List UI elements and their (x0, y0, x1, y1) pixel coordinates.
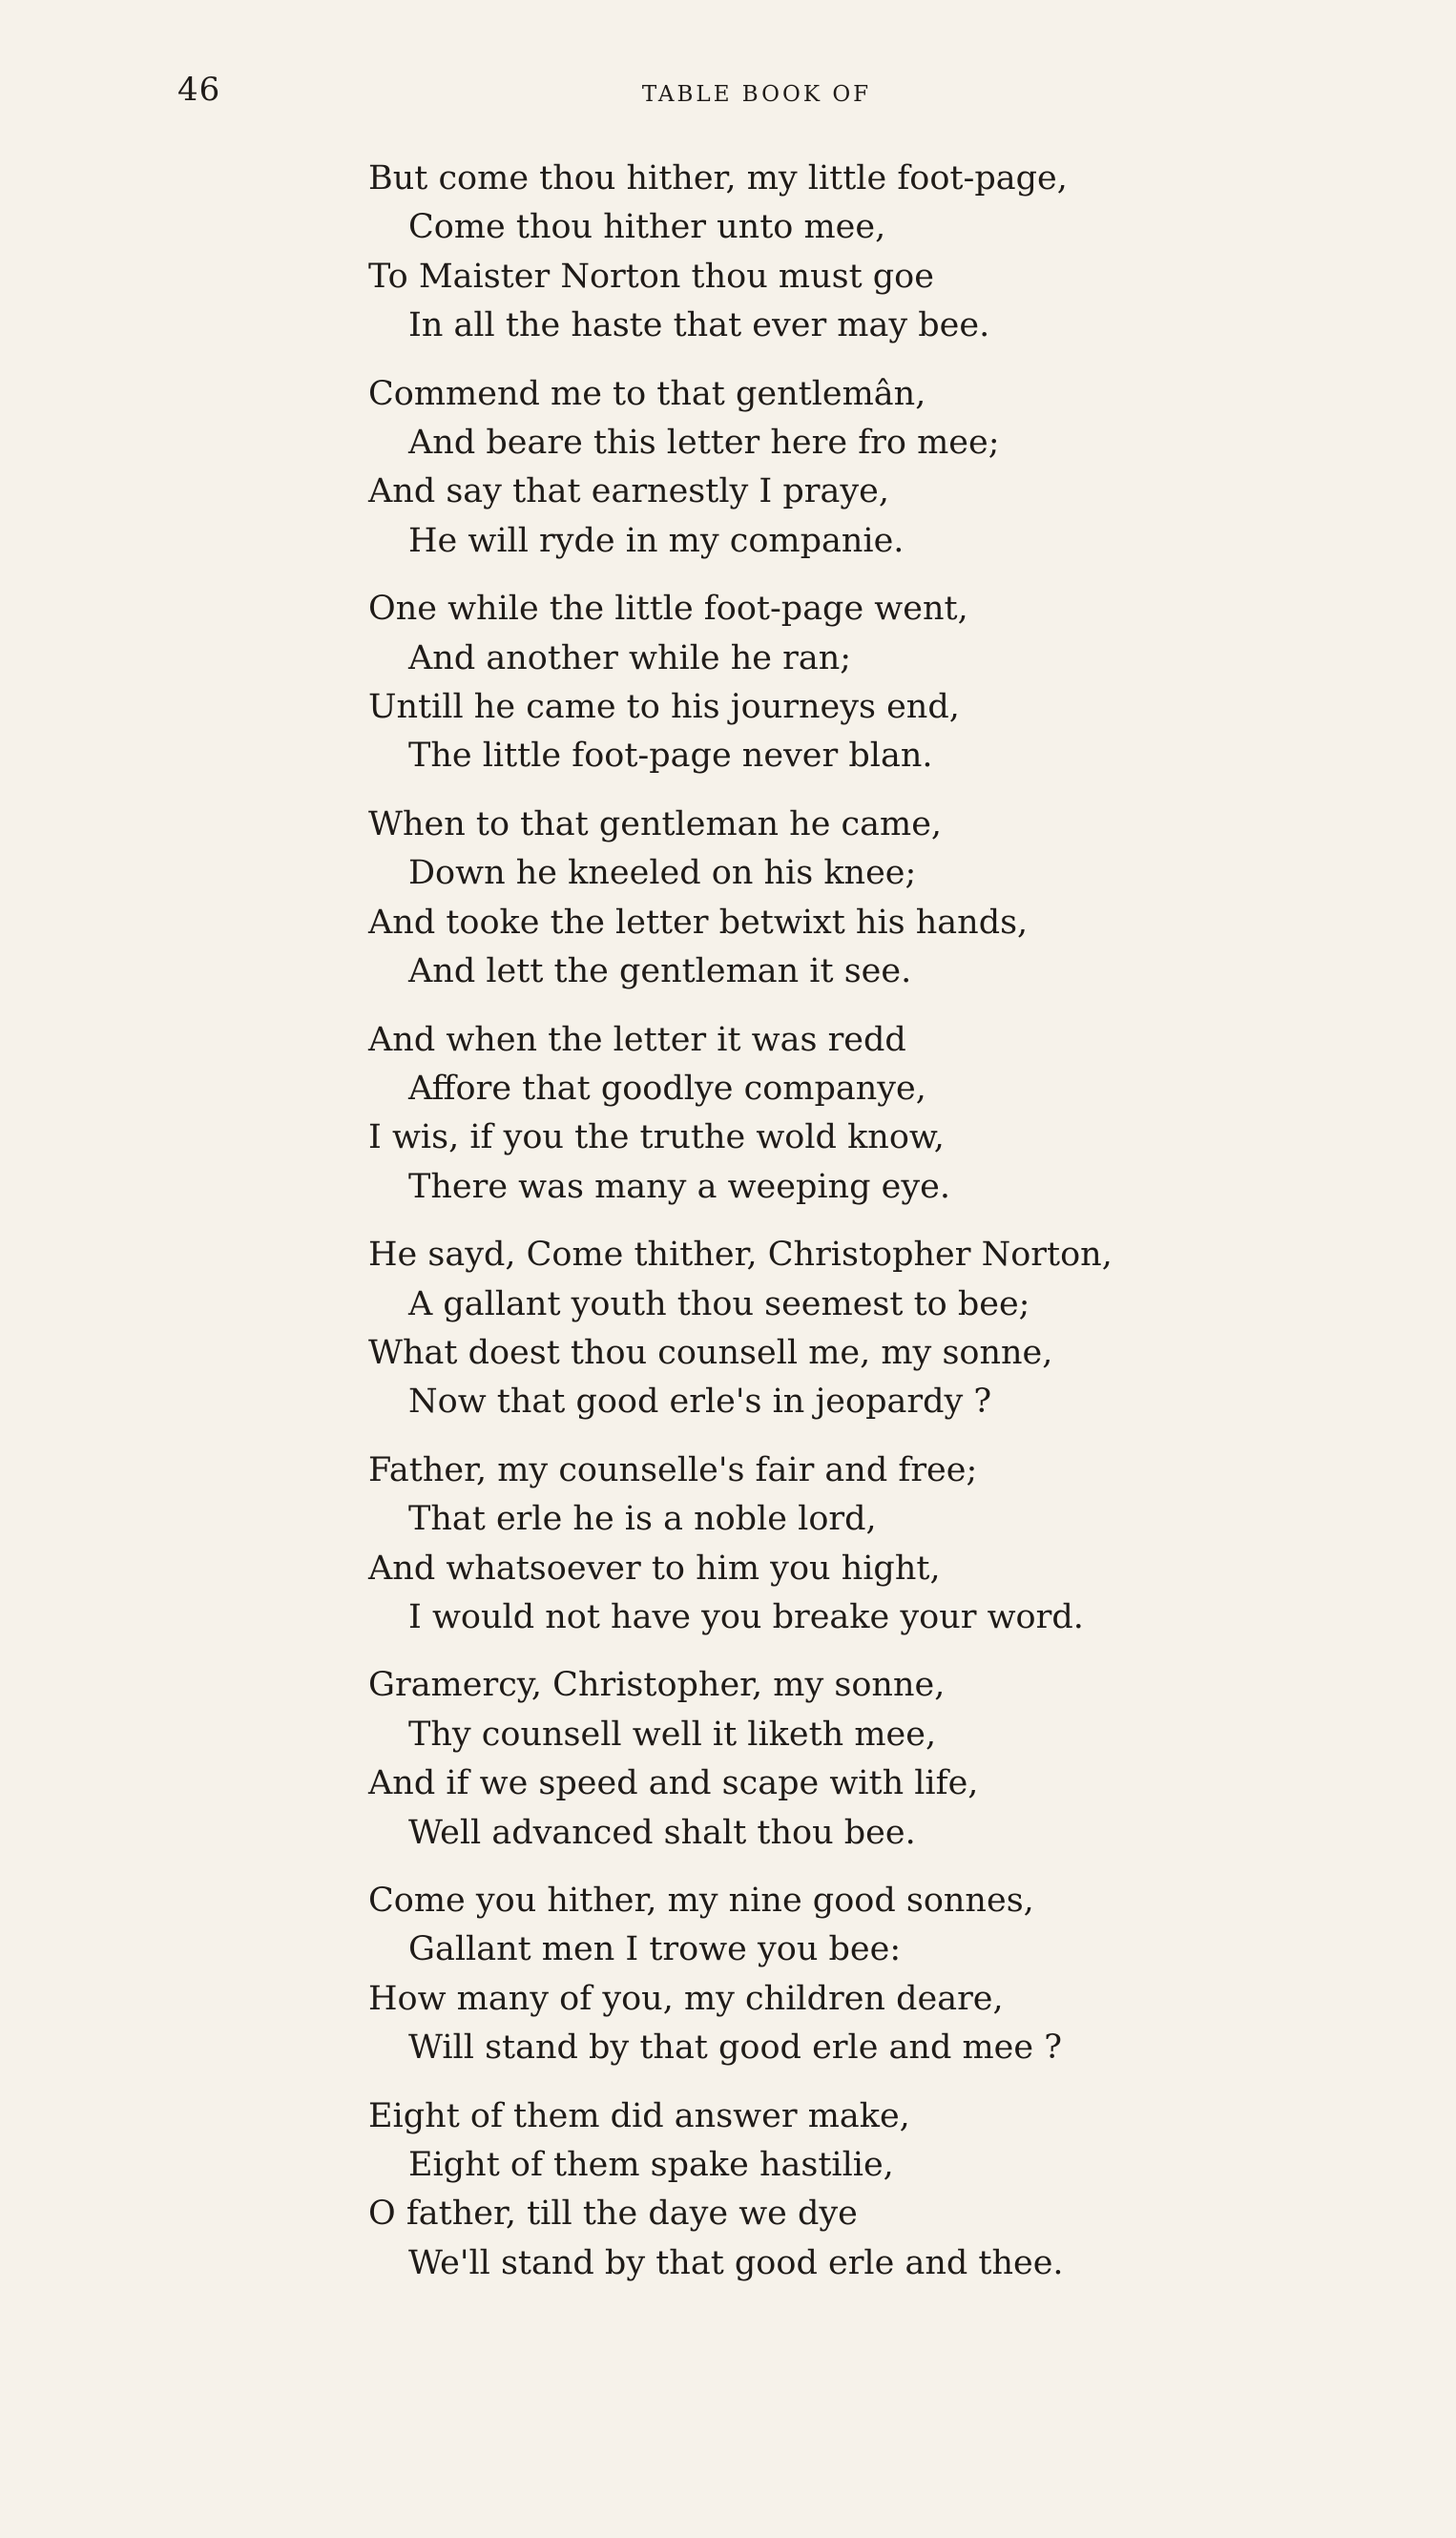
poem-line: Gallant men I trowe you bee: (408, 1930, 902, 1969)
poem-line: Now that good erle's in jeopardy ? (408, 1383, 992, 1422)
poem-line: And another while he ran; (408, 638, 852, 677)
poem-line: He will ryde in my companie. (408, 521, 905, 560)
stanza (368, 585, 1399, 781)
poem-line: Untill he came to his journeys end, (368, 688, 960, 727)
poem-line: Affore that goodlye companye, (408, 1069, 926, 1108)
running-head: TABLE BOOK OF (641, 82, 872, 107)
poem-line: And whatsoever to him you hight, (368, 1549, 941, 1588)
poem-line: Come you hither, my nine good sonnes, (368, 1882, 1034, 1920)
page-number: 46 (177, 71, 221, 109)
poem-line: Come thou hither unto mee, (408, 208, 886, 247)
stanza (368, 801, 1399, 997)
poem-line: Eight of them spake hastilie, (408, 2146, 894, 2185)
stanza (368, 1661, 1399, 1858)
poem (368, 155, 1399, 2307)
poem-line: Father, my counselle's fair and free; (368, 1450, 978, 1489)
poem-line: There was many a weeping eye. (408, 1167, 950, 1206)
poem-line: How many of you, my children deare, (368, 1979, 1004, 2018)
poem-line: What doest thou counsell me, my sonne, (368, 1333, 1053, 1372)
stanza (368, 155, 1399, 351)
poem-line: And if we speed and scape with life, (368, 1764, 979, 1803)
poem-line: He sayd, Come thither, Christopher Norton, (368, 1236, 1113, 1275)
poem-line: But come thou hither, my little foot-page, (368, 159, 1068, 198)
poem-line: In all the haste that ever may bee. (408, 306, 990, 345)
poem-line: Will stand by that good erle and mee ? (408, 2028, 1062, 2068)
poem-line: Gramercy, Christopher, my sonne, (368, 1666, 946, 1705)
poem-line: And beare this letter here fro mee; (408, 424, 1000, 463)
stanza (368, 1446, 1399, 1643)
stanza (368, 1231, 1399, 1427)
poem-line: I would not have you breake your word. (408, 1597, 1084, 1636)
stanza (368, 370, 1399, 567)
poem-line: One while the little foot-page went, (368, 590, 968, 629)
poem-line: Down he kneeled on his knee; (408, 854, 917, 893)
poem-line: Well advanced shalt thou bee. (408, 1813, 916, 1852)
poem-line: O father, till the daye we dye (368, 2195, 858, 2234)
poem-line: When to that gentleman he came, (368, 804, 943, 843)
poem-line: I wis, if you the truthe wold know, (368, 1118, 945, 1157)
poem-line: Eight of them did answer make, (368, 2096, 910, 2135)
poem-line: And lett the gentleman it see. (408, 952, 912, 991)
poem-line: And tooke the letter betwixt his hands, (368, 903, 1029, 942)
poem-line: To Maister Norton thou must goe (368, 257, 934, 296)
poem-line: That erle he is a noble lord, (408, 1500, 877, 1539)
poem-line: Thy counsell well it liketh mee, (408, 1715, 937, 1754)
stanza (368, 1016, 1399, 1213)
stanza (368, 1877, 1399, 2073)
poem-line: And when the letter it was redd (368, 1020, 906, 1059)
poem-line: We'll stand by that good erle and thee. (408, 2243, 1064, 2282)
poem-line: A gallant youth thou seemest to bee; (408, 1284, 1030, 1323)
poem-line: And say that earnestly I praye, (368, 472, 889, 511)
poem-line: Commend me to that gentlemân, (368, 374, 926, 413)
poem-line: The little foot-page never blan. (408, 737, 933, 776)
stanza (368, 2092, 1399, 2289)
